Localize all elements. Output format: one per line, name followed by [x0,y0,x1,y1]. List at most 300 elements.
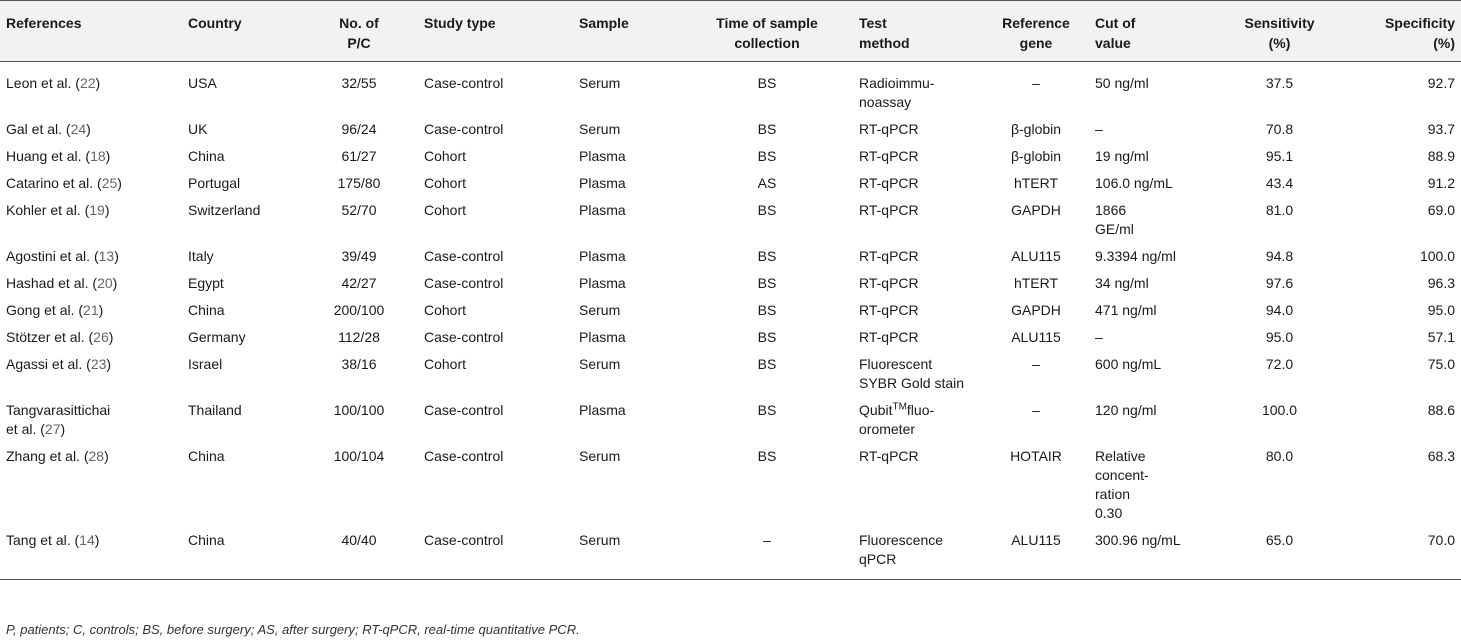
cell-test-method-text: RT-qPCR [859,175,919,191]
cell-patients-controls [300,527,418,580]
cell-country-text: China [188,148,225,164]
cell-test-method [853,351,983,397]
cell-specificity [1338,443,1461,527]
cell-specificity [1338,170,1461,197]
cell-study-type [418,197,573,243]
table-row [0,527,1461,580]
reference-author: Gong et al. ( [6,302,84,318]
cell-reference-gene [983,527,1089,580]
cell-study-type [418,397,573,443]
cell-specificity [1338,197,1461,243]
cell-sensitivity-text: 80.0 [1265,448,1294,464]
cell-test-method [853,297,983,324]
cell-country-text: China [188,302,225,318]
cell-time-collection [681,143,853,170]
cell-test-method-text: RT-qPCR [859,248,919,264]
cell-study-type [418,143,573,170]
cell-test-method [853,143,983,170]
cell-time-collection-text: AS [757,175,777,191]
reference-author: Hashad et al. ( [6,275,98,291]
cell-sensitivity [1221,397,1338,443]
cell-reference-gene-text: GAPDH [1011,302,1061,318]
cell-patients-controls [300,270,418,297]
reference-close: ) [104,448,109,464]
cell-cutoff [1089,324,1221,351]
reference-close: ) [86,121,91,137]
cell-cutoff-text: 120 ng/ml [1095,402,1157,418]
cell-cutoff-text: – [1095,329,1103,345]
cell-reference [0,351,182,397]
cell-sensitivity-text: 70.8 [1265,121,1294,137]
cell-reference-gene-text: – [1032,356,1040,372]
cell-patients-controls-text: 39/49 [341,248,377,264]
cell-patients-controls-text: 61/27 [341,148,377,164]
cell-cutoff-text: – [1095,121,1103,137]
cell-sensitivity-text: 94.0 [1265,302,1294,318]
header-sample: Sample [573,1,681,62]
cell-patients-controls [300,197,418,243]
cell-country [182,527,300,580]
reference-author: Agostini et al. ( [6,248,99,264]
cell-sensitivity [1221,116,1338,143]
reference-close: ) [106,356,112,372]
cell-time-collection [681,170,853,197]
cell-time-collection-text: BS [757,202,777,218]
cell-time-collection [681,324,853,351]
cell-test-method-text: Radioimmu- noassay [859,75,935,110]
cell-time-collection [681,527,853,580]
cell-study-type-text: Case-control [424,275,504,291]
reference-close: ) [112,275,118,291]
cell-time-collection-text: BS [757,356,777,372]
cell-country [182,351,300,397]
cell-country [182,270,300,297]
cell-cutoff [1089,170,1221,197]
header-row [0,1,1461,62]
cell-test-method [853,197,983,243]
cell-specificity-text: 75.0 [1427,356,1455,372]
cell-patients-controls-text: 200/100 [333,302,385,318]
reference-author: Agassi et al. ( [6,356,91,372]
cell-sensitivity-text: 81.0 [1265,202,1294,218]
cell-sample-text: Serum [579,75,621,91]
reference-close: ) [105,148,111,164]
cell-sample [573,324,681,351]
cell-specificity-text: 88.6 [1427,402,1455,418]
cell-cutoff [1089,397,1221,443]
cell-specificity [1338,297,1461,324]
cell-time-collection [681,351,853,397]
table-row [0,351,1461,397]
cell-study-type [418,62,573,117]
cell-test-method [853,243,983,270]
reference-citation-link[interactable]: 24 [70,121,87,137]
reference-close: ) [95,75,101,91]
cell-study-type-text: Case-control [424,248,504,264]
cell-study-type [418,170,573,197]
cell-reference [0,443,182,527]
cell-study-type-text: Cohort [424,202,467,218]
cell-country-text: Egypt [188,275,224,291]
reference-author: Leon et al. ( [6,75,80,91]
reference-citation-link[interactable]: 20 [97,275,113,291]
cell-specificity-text: 100.0 [1419,248,1455,264]
header-study-type: Study type [418,1,573,62]
cell-cutoff-text: 106.0 ng/mL [1095,175,1173,191]
reference-citation-link[interactable]: 28 [88,448,105,464]
cell-patients-controls-text: 32/55 [341,75,377,91]
cell-reference-gene [983,243,1089,270]
table-row [0,324,1461,351]
cell-reference-gene [983,143,1089,170]
reference-author: Zhang et al. ( [6,448,89,464]
reference-close: ) [108,329,114,345]
cell-country-text: China [188,532,225,548]
cell-reference-gene-text: ALU115 [1011,248,1061,264]
cell-study-type [418,270,573,297]
cell-reference [0,397,182,443]
cell-specificity-text: 69.0 [1427,202,1455,218]
cell-test-method [853,443,983,527]
cell-sample-text: Plasma [579,248,626,264]
cell-sample [573,197,681,243]
cell-reference-gene [983,197,1089,243]
cell-cutoff-text: 50 ng/ml [1095,75,1149,91]
cell-patients-controls-text: 38/16 [341,356,377,372]
cell-patients-controls [300,170,418,197]
cell-country [182,197,300,243]
cell-time-collection [681,270,853,297]
cell-cutoff-text: 34 ng/ml [1095,275,1149,291]
cell-sample-text: Plasma [579,148,626,164]
cell-cutoff [1089,297,1221,324]
cell-patients-controls [300,243,418,270]
cell-sensitivity [1221,527,1338,580]
table-row [0,116,1461,143]
reference-author: Kohler et al. ( [6,202,90,218]
reference-citation-link[interactable]: 18 [90,148,106,164]
cell-sample-text: Serum [579,302,621,318]
cell-time-collection-text: BS [757,75,777,91]
cell-cutoff [1089,527,1221,580]
cell-test-method-text: RT-qPCR [859,448,919,464]
cell-specificity-text: 70.0 [1427,532,1455,548]
cell-reference-gene [983,443,1089,527]
cell-sample [573,170,681,197]
cell-patients-controls-text: 112/28 [338,329,380,345]
cell-reference-gene-text: ALU115 [1011,329,1061,345]
cell-study-type-text: Case-control [424,121,504,137]
cell-time-collection-text: BS [757,329,777,345]
reference-close: ) [60,421,66,437]
cell-sample [573,297,681,324]
cell-specificity [1338,324,1461,351]
header-test-method: Test method [853,1,983,62]
cell-cutoff [1089,197,1221,243]
cell-study-type [418,324,573,351]
cell-specificity [1338,351,1461,397]
cell-sensitivity [1221,143,1338,170]
cell-sample [573,443,681,527]
cell-test-method [853,116,983,143]
cell-specificity [1338,143,1461,170]
table-row [0,170,1461,197]
cell-country [182,243,300,270]
reference-close: ) [98,302,104,318]
cell-sample [573,270,681,297]
cell-country [182,397,300,443]
cell-reference [0,143,182,170]
cell-sample-text: Plasma [579,402,626,418]
cell-patients-controls-text: 175/80 [337,175,381,191]
cell-reference-gene [983,297,1089,324]
table-row [0,243,1461,270]
cell-sensitivity-text: 65.0 [1265,532,1294,548]
cell-reference [0,527,182,580]
cell-patients-controls [300,116,418,143]
cell-patients-controls-text: 42/27 [341,275,377,291]
reference-close: ) [104,202,110,218]
cell-specificity [1338,62,1461,117]
cell-test-method-text: Fluorescent SYBR Gold stain [859,356,965,391]
reference-citation-link[interactable]: 25 [101,175,118,191]
table-row [0,297,1461,324]
cell-patients-controls [300,297,418,324]
cell-study-type-text: Cohort [424,302,467,318]
cell-time-collection-text: BS [757,302,777,318]
cell-sensitivity [1221,197,1338,243]
reference-author: Catarino et al. ( [6,175,102,191]
cell-cutoff-text: Relative concent- ration 0.30 [1095,448,1149,521]
cell-cutoff [1089,351,1221,397]
cell-cutoff [1089,443,1221,527]
cell-country-text: Portugal [188,175,241,191]
cell-cutoff-text: 471 ng/ml [1095,302,1157,318]
cell-test-method-text: RT-qPCR [859,302,919,318]
reference-author: Tang et al. ( [6,532,80,548]
cell-reference-gene-text: GAPDH [1011,202,1061,218]
reference-citation-link[interactable]: 22 [79,75,96,91]
cell-study-type-text: Case-control [424,532,504,548]
cell-specificity-text: 57.1 [1427,329,1455,345]
header-time-collection: Time of sample collection [681,1,853,62]
cell-time-collection [681,116,853,143]
cell-test-method-text: Fluorescence qPCR [859,532,944,567]
cell-sensitivity-text: 94.8 [1265,248,1294,264]
cell-time-collection [681,197,853,243]
cell-reference-gene-text: hTERT [1013,275,1059,291]
cell-reference [0,270,182,297]
cell-country-text: Israel [188,356,223,372]
cell-sensitivity [1221,297,1338,324]
cell-sample-text: Plasma [579,329,626,345]
reference-close: ) [117,175,122,191]
cell-cutoff [1089,62,1221,117]
reference-citation-link[interactable]: 13 [98,248,115,264]
cell-study-type-text: Case-control [424,75,504,91]
cell-reference-gene [983,351,1089,397]
cell-time-collection-text: – [763,532,771,548]
reference-citation-link[interactable]: 23 [90,356,107,372]
cell-specificity [1338,270,1461,297]
cell-test-method [853,324,983,351]
cell-cutoff-text: 9.3394 ng/ml [1095,248,1176,264]
cell-study-type [418,351,573,397]
cell-reference-gene-text: hTERT [1013,175,1059,191]
cell-specificity-text: 88.9 [1427,148,1455,164]
cell-sample [573,116,681,143]
cell-time-collection-text: BS [757,148,777,164]
reference-citation-link[interactable]: 19 [89,202,105,218]
cell-cutoff-text: 300.96 ng/mL [1095,532,1181,548]
cell-reference [0,170,182,197]
cell-test-method [853,397,983,443]
cell-sensitivity-text: 95.0 [1265,329,1294,345]
cell-sample [573,143,681,170]
header-number-pc: No. of P/C [300,1,418,62]
cell-study-type-text: Cohort [424,148,467,164]
cell-sample-text: Serum [579,448,621,464]
cell-sample [573,351,681,397]
table-row [0,397,1461,443]
cell-sensitivity-text: 72.0 [1265,356,1294,372]
cell-time-collection [681,397,853,443]
cell-patients-controls [300,324,418,351]
cell-reference [0,324,182,351]
cell-sample [573,243,681,270]
cell-country-text: China [188,448,225,464]
cell-reference [0,197,182,243]
cell-country [182,324,300,351]
cell-patients-controls [300,351,418,397]
reference-citation-link[interactable]: 26 [93,329,109,345]
cell-reference-gene-text: ALU115 [1011,532,1061,548]
table-row [0,143,1461,170]
table-row [0,197,1461,243]
cell-test-method [853,170,983,197]
cell-sensitivity [1221,351,1338,397]
cell-country [182,443,300,527]
cell-sample-text: Serum [579,121,621,137]
cell-sample-text: Serum [579,532,621,548]
cell-reference-gene-text: – [1032,402,1040,418]
reference-author: Huang et al. ( [6,148,91,164]
cell-country [182,170,300,197]
cell-patients-controls-text: 52/70 [341,202,377,218]
cell-time-collection [681,243,853,270]
cell-test-method-text: RT-qPCR [859,329,919,345]
cell-specificity-text: 93.7 [1427,121,1455,137]
header-references: References [0,1,182,62]
cell-country-text: UK [188,121,208,137]
header-specificity: Specificity (%) [1338,1,1461,62]
cell-reference-gene-text: β-globin [1010,121,1062,137]
cell-study-type [418,527,573,580]
method-superscript: TM [892,401,907,413]
cell-test-method [853,62,983,117]
table-row [0,62,1461,117]
cell-time-collection-text: BS [757,448,777,464]
cell-time-collection [681,297,853,324]
cell-patients-controls-text: 40/40 [341,532,377,548]
cell-country [182,297,300,324]
cell-time-collection [681,62,853,117]
cell-country-text: Switzerland [188,202,261,218]
cell-sensitivity [1221,170,1338,197]
cell-reference [0,297,182,324]
cell-reference-gene-text: HOTAIR [1010,448,1062,464]
reference-citation-link[interactable]: 14 [79,532,95,548]
cell-specificity-text: 91.2 [1427,175,1455,191]
cell-sensitivity [1221,62,1338,117]
cell-sensitivity [1221,243,1338,270]
cell-reference [0,62,182,117]
cell-cutoff [1089,143,1221,170]
cell-study-type-text: Case-control [424,402,504,418]
cell-sample-text: Plasma [579,175,626,191]
reference-citation-link[interactable]: 21 [83,302,99,318]
cell-cutoff-text: 600 ng/mL [1095,356,1162,372]
reference-author: Gal et al. ( [6,121,71,137]
cell-reference-gene-text: – [1032,75,1040,91]
cell-time-collection-text: BS [757,402,777,418]
cell-patients-controls-text: 100/104 [333,448,385,464]
cell-country [182,116,300,143]
cell-specificity [1338,116,1461,143]
cell-patients-controls [300,62,418,117]
cell-study-type [418,116,573,143]
cell-cutoff [1089,243,1221,270]
cell-study-type-text: Case-control [424,329,504,345]
header-country: Country [182,1,300,62]
cell-specificity-text: 95.0 [1427,302,1455,318]
cell-reference [0,243,182,270]
cell-country-text: USA [188,75,217,91]
cell-patients-controls [300,397,418,443]
cell-sample-text: Serum [579,356,621,372]
cell-sample [573,397,681,443]
cell-patients-controls-text: 100/100 [333,402,385,418]
cell-test-method [853,527,983,580]
cell-time-collection-text: BS [757,248,777,264]
cell-sample-text: Plasma [579,202,626,218]
reference-citation-link[interactable]: 27 [44,421,61,437]
cell-test-method-text: RT-qPCR [859,275,919,291]
cell-sample [573,62,681,117]
cell-country-text: Thailand [188,402,242,418]
reference-author: Tangvarasittichai et al. ( [6,402,111,437]
cell-time-collection-text: BS [757,121,777,137]
cell-sample [573,527,681,580]
reference-close: ) [94,532,100,548]
cell-specificity-text: 92.7 [1427,75,1455,91]
cell-cutoff [1089,116,1221,143]
cell-reference-gene [983,170,1089,197]
cell-patients-controls-text: 96/24 [341,121,377,137]
cell-specificity [1338,243,1461,270]
table-row [0,270,1461,297]
cell-test-method-text: RT-qPCR [859,121,919,137]
method-prefix: Qubit [859,402,893,418]
cell-reference-gene [983,270,1089,297]
cell-time-collection [681,443,853,527]
cell-country-text: Germany [188,329,246,345]
cell-sensitivity [1221,443,1338,527]
cell-country-text: Italy [188,248,214,264]
cell-sensitivity-text: 43.4 [1265,175,1294,191]
cell-test-method-text: RT-qPCR [859,148,919,164]
cell-specificity-text: 96.3 [1427,275,1455,291]
